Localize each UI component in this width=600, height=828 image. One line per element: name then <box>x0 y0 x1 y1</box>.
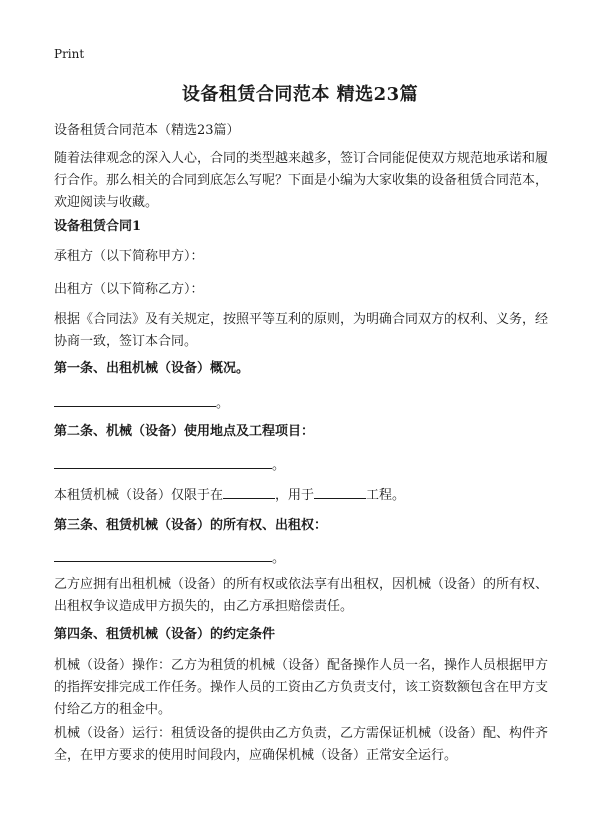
fill-blank[interactable] <box>54 547 272 562</box>
limit-suffix: 工程。 <box>366 488 406 503</box>
article2-blank <box>54 454 285 477</box>
blank-end-mark: 。 <box>272 458 286 473</box>
basis-paragraph: 根据《合同法》及有关规定，按照平等互利的原则，为明确合同双方的权利、义务，经协商一致，签订本合同。 <box>54 312 549 349</box>
project-blank[interactable] <box>314 484 366 499</box>
contract-heading: 设备租赁合同1 <box>54 219 142 234</box>
usage-limit-line <box>54 484 405 507</box>
location-blank[interactable] <box>223 484 275 499</box>
article4-operation: 机械（设备）操作：乙方为租赁的机械（设备）配备操作人员一名，操作人员根据甲方的指挥安排完成工作任务。操作人员的工资由乙方负责支付，该工资数额包含在甲方支付给乙方的租金中。 <box>54 658 549 717</box>
article1-blank <box>54 392 229 415</box>
limit-prefix: 本租赁机械（设备）仅限于在 <box>54 488 224 503</box>
print-link[interactable]: Print <box>54 47 85 61</box>
article2-heading: 第二条、机械（设备）使用地点及工程项目： <box>54 424 315 439</box>
fill-blank[interactable] <box>54 392 216 407</box>
doc-subtitle: 设备租赁合同范本（精选23篇） <box>54 123 240 138</box>
lessor-line: 出租方（以下简称乙方）： <box>54 282 204 297</box>
article1-heading: 第一条、出租机械（设备）概况。 <box>54 361 250 376</box>
fill-blank[interactable] <box>54 454 272 469</box>
article3-body: 乙方应拥有出租机械（设备）的所有权或依法享有出租权，因机械（设备）的所有权、出租权争议造成甲方损失的，由乙方承担赔偿责任。 <box>54 577 549 614</box>
article4-heading: 第四条、租赁机械（设备）的约定条件 <box>54 627 276 642</box>
article3-heading: 第三条、租赁机械（设备）的所有权、出租权： <box>54 518 328 533</box>
blank-end-mark: 。 <box>216 396 230 411</box>
article3-blank <box>54 547 285 570</box>
intro-paragraph: 随着法律观念的深入人心，合同的类型越来越多，签订合同能促使双方规范地承诺和履行合作。那么相关的合同到底怎么写呢？下面是小编为大家收集的设备租赁合同范本，欢迎阅读与收藏。 <box>54 151 549 210</box>
article4-running: 机械（设备）运行：租赁设备的提供由乙方负责，乙方需保证机械（设备）配、构件齐全，在甲方要求的使用时间段内，应确保机械（设备）正常安全运行。 <box>54 726 549 763</box>
page-title: 设备租赁合同范本 精选23篇 <box>181 84 419 105</box>
blank-end-mark: 。 <box>272 551 286 566</box>
lessee-line: 承租方（以下简称甲方）： <box>54 249 204 264</box>
limit-middle: ，用于 <box>275 488 315 503</box>
